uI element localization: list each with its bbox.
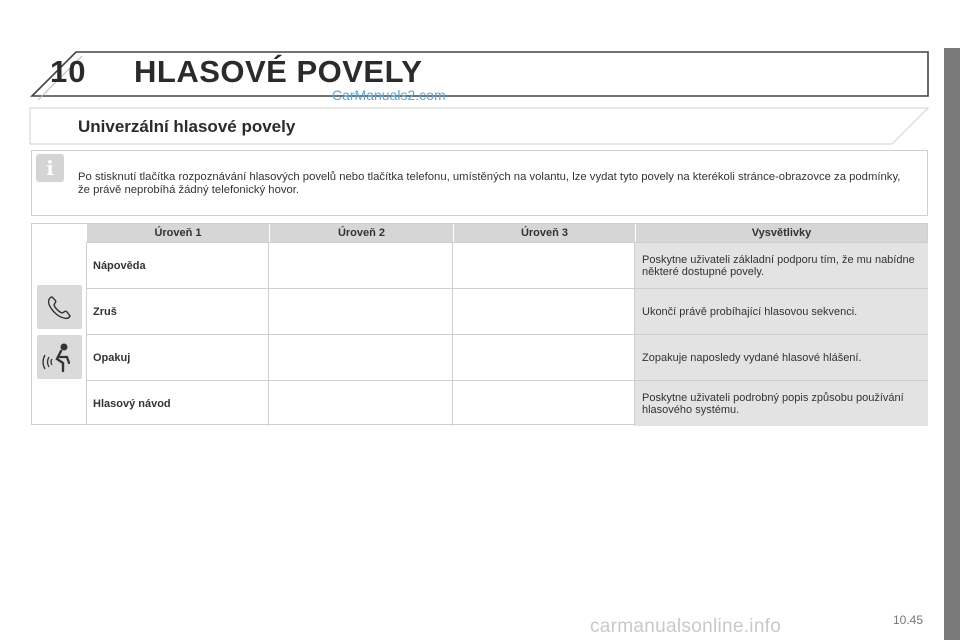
cell-level2 xyxy=(269,381,453,426)
cell-description xyxy=(635,243,928,288)
watermark-bottom: carmanualsonline.info xyxy=(590,616,782,637)
info-icon-glyph: i xyxy=(46,156,54,180)
phone-handset-icon xyxy=(37,285,82,329)
command-description: Ukončí právě probíhající hlasovou sekvenci. xyxy=(642,305,858,318)
cell-level1 xyxy=(87,335,269,380)
chapter-number: 10 xyxy=(50,54,87,89)
table-row xyxy=(87,334,928,380)
table-header-level1: Úroveň 1 xyxy=(87,224,269,242)
info-text: Po stisknutí tlačítka rozpoznávání hlasových povelů nebo tlačítka telefonu, umístěných na volantu, lze vydat tyto povely na kterékoli stránce-obrazovce za podmínky, že právě neprobíhá žádný telefonický hovor. xyxy=(78,171,901,196)
side-bar xyxy=(944,48,960,640)
info-icon xyxy=(36,154,64,182)
command-description: Zopakuje naposledy vydané hlasové hlášení. xyxy=(642,351,862,364)
cell-description xyxy=(635,289,928,334)
cell-level3 xyxy=(453,381,635,426)
command-label: Zruš xyxy=(93,305,117,318)
table-row xyxy=(87,242,928,288)
table-row xyxy=(87,288,928,334)
cell-level2 xyxy=(269,335,453,380)
cell-level3 xyxy=(453,335,635,380)
table-row xyxy=(87,380,928,426)
cell-level1 xyxy=(87,289,269,334)
cell-level1 xyxy=(87,243,269,288)
table-header-blank xyxy=(32,224,87,242)
cell-level3 xyxy=(453,289,635,334)
command-label: Nápověda xyxy=(93,259,146,272)
table-header-level2: Úroveň 2 xyxy=(270,224,453,242)
cell-description xyxy=(635,335,928,380)
cell-level2 xyxy=(269,243,453,288)
command-label: Hlasový návod xyxy=(93,397,171,410)
watermark-top: CarManuals2.com xyxy=(332,87,446,103)
page-number: 10.45 xyxy=(893,613,924,627)
command-description: Poskytne uživateli podrobný popis způsobu používání hlasového systému. xyxy=(642,391,904,416)
cell-level1 xyxy=(87,381,269,426)
chapter-title: HLASOVÉ POVELY xyxy=(134,54,423,89)
table-header-level3: Úroveň 3 xyxy=(454,224,635,242)
cell-description xyxy=(635,381,928,426)
command-description: Poskytne uživateli základní podporu tím, že mu nabídne některé dostupné povely. xyxy=(642,253,915,278)
icon-column xyxy=(31,242,87,425)
cell-level3 xyxy=(453,243,635,288)
command-label: Opakuj xyxy=(93,351,131,364)
table-header-description: Vysvětlivky xyxy=(636,224,927,242)
section-title: Univerzální hlasové povely xyxy=(78,117,296,136)
voice-command-icon xyxy=(37,335,82,379)
cell-level2 xyxy=(269,289,453,334)
